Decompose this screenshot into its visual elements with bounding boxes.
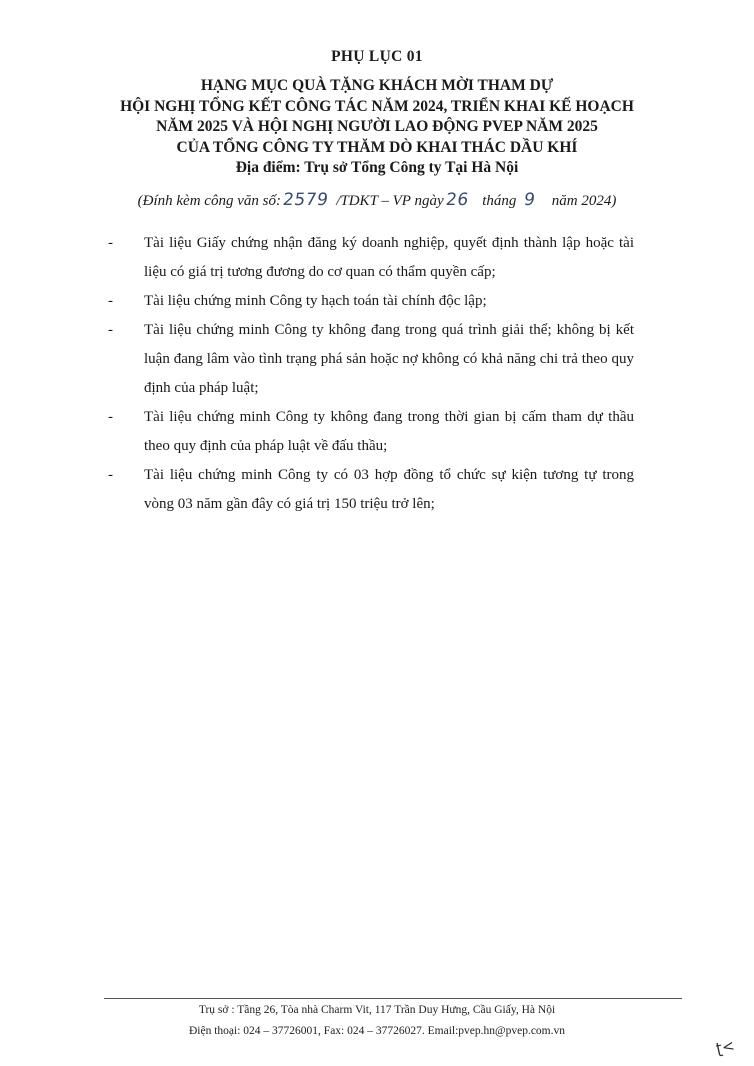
location-line: Địa điểm: Trụ sở Tổng Công ty Tại Hà Nội [235, 159, 519, 176]
list-item-text: Tài liệu chứng minh Công ty có 03 hợp đồng tổ chức sự kiện tương tự trong vòng 03 năm gần đây có giá trị 150 triệu trở lên; [144, 467, 634, 512]
attachment-suffix: năm 2024) [551, 193, 617, 209]
bullet-dash: - [108, 293, 113, 309]
title-line: CỦA TỔNG CÔNG TY THĂM DÒ KHAI THÁC DẦU KHÍ [176, 138, 578, 156]
list-item [108, 461, 634, 519]
bullet-dash: - [108, 235, 113, 251]
bullet-dash: - [108, 409, 113, 425]
list-item-text: Tài liệu chứng minh Công ty không đang trong quá trình giải thể; không bị kết luận đang lâm vào tình trạng phá sản hoặc nợ không có khả năng chi trả theo quy định của pháp luật; [144, 322, 634, 396]
list-item [108, 316, 634, 403]
attachment-prefix: (Đính kèm công văn số: [137, 193, 281, 209]
title-line: HỘI NGHỊ TỔNG KẾT CÔNG TÁC NĂM 2024, TRIỂN KHAI KẾ HOẠCH [120, 97, 634, 115]
handwritten-document-number: 2579 [281, 190, 330, 210]
list-item [108, 229, 634, 287]
attachment-month-label: tháng [482, 193, 517, 209]
appendix-label: PHỤ LỤC 01 [331, 48, 423, 65]
list-item-text: Tài liệu Giấy chứng nhận đăng ký doanh nghiệp, quyết định thành lập hoặc tài liệu có giá trị tương đương do cơ quan có thẩm quyền cấp; [144, 235, 634, 280]
bullet-dash: - [108, 322, 113, 338]
document-title [60, 76, 694, 179]
list-item [108, 403, 634, 461]
footer-address: Trụ sở : Tầng 26, Tòa nhà Charm Vit, 117 Trần Duy Hưng, Cầu Giấy, Hà Nội [198, 1004, 556, 1016]
footer-contact: Điện thoại: 024 – 37726001, Fax: 024 – 37726027. Email:pvep.hn@pvep.com.vn [189, 1025, 565, 1037]
handwritten-month: 9 [523, 190, 538, 210]
list-item-text: Tài liệu chứng minh Công ty hạch toán tài chính độc lập; [144, 293, 487, 309]
requirements-list [108, 229, 634, 519]
handwritten-initials: ʈ< [714, 1036, 737, 1058]
title-line: NĂM 2025 VÀ HỘI NGHỊ NGƯỜI LAO ĐỘNG PVEP NĂM 2025 [156, 118, 598, 135]
footer-divider [104, 998, 682, 999]
list-item [108, 287, 634, 316]
bullet-dash: - [108, 467, 113, 483]
handwritten-day: 26 [444, 190, 470, 210]
title-line: HẠNG MỤC QUÀ TẶNG KHÁCH MỜI THAM DỰ [200, 77, 554, 94]
list-item-text: Tài liệu chứng minh Công ty không đang trong thời gian bị cấm tham dự thầu theo quy định của pháp luật về đấu thầu; [144, 409, 634, 454]
attachment-reference [0, 190, 754, 210]
attachment-middle: /TDKT – VP ngày [336, 193, 444, 209]
